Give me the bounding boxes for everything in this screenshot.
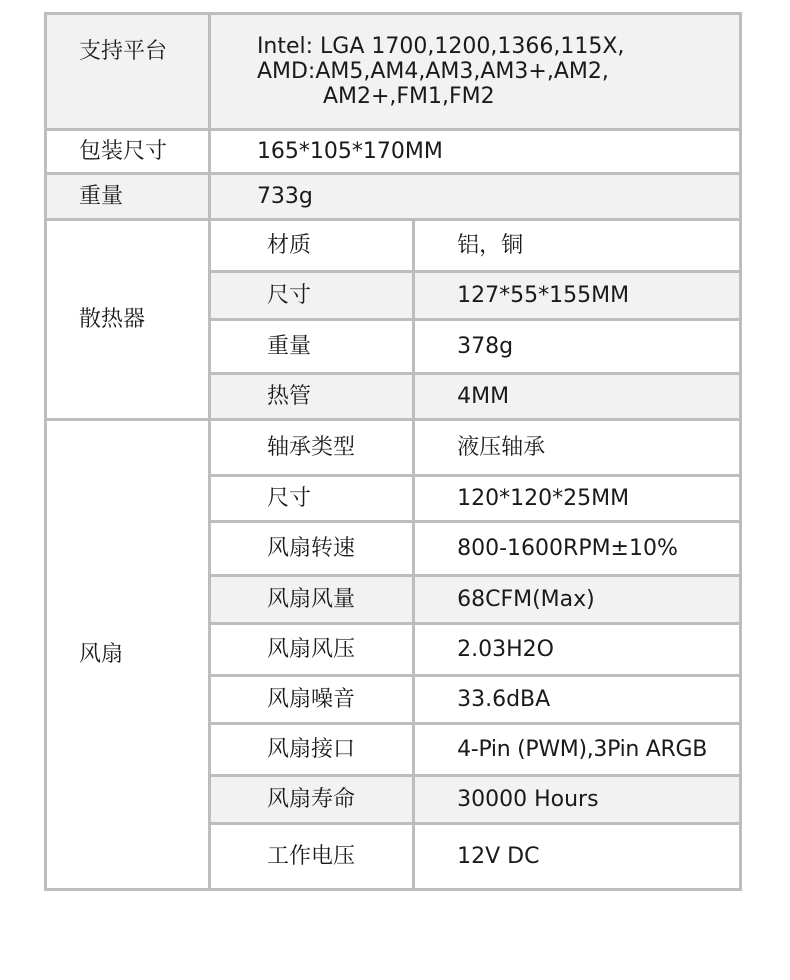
sub-label: 轴承类型 (209, 420, 413, 476)
sub-label: 风扇风量 (209, 576, 413, 624)
sub-value: 68CFM(Max) (414, 576, 741, 624)
sub-value: 4MM (414, 374, 741, 420)
platform-line: AMD:AM5,AM4,AM3,AM3+,AM2, (256, 58, 609, 84)
sub-value: 铝，铜 (414, 220, 741, 272)
table-row (46, 220, 741, 272)
row-label: 支持平台 (46, 14, 210, 130)
group-label: 散热器 (46, 220, 210, 420)
row-value: 165*105*170MM (209, 130, 740, 174)
sub-value: 30000 Hours (414, 776, 741, 824)
sub-value: 2.03H2O (414, 624, 741, 676)
sub-label: 热管 (209, 374, 413, 420)
platform-value (209, 14, 740, 130)
sub-value: 378g (414, 320, 741, 374)
table-row (46, 130, 741, 174)
sub-label: 重量 (209, 320, 413, 374)
sub-label: 风扇寿命 (209, 776, 413, 824)
platform-line: AM2+,FM1,FM2 (322, 84, 495, 110)
sub-label: 材质 (209, 220, 413, 272)
spec-table (44, 12, 742, 891)
row-label: 重量 (46, 174, 210, 220)
group-label: 风扇 (46, 420, 210, 890)
sub-label: 风扇噪音 (209, 676, 413, 724)
sub-label: 风扇接口 (209, 724, 413, 776)
sub-label: 工作电压 (209, 824, 413, 890)
row-value: 733g (209, 174, 740, 220)
row-label: 包装尺寸 (46, 130, 210, 174)
table-row (46, 14, 741, 130)
sub-label: 尺寸 (209, 476, 413, 522)
sub-value: 800-1600RPM±10% (414, 522, 741, 576)
sub-value: 液压轴承 (414, 420, 741, 476)
sub-label: 尺寸 (209, 272, 413, 320)
platform-line: Intel: LGA 1700,1200,1366,115X, (256, 33, 625, 59)
sub-value: 120*120*25MM (414, 476, 741, 522)
sub-value: 33.6dBA (414, 676, 741, 724)
sub-label: 风扇风压 (209, 624, 413, 676)
sub-label: 风扇转速 (209, 522, 413, 576)
table-row (46, 420, 741, 476)
sub-value: 12V DC (414, 824, 741, 890)
sub-value: 127*55*155MM (414, 272, 741, 320)
table-row (46, 174, 741, 220)
sub-value: 4-Pin (PWM),3Pin ARGB (414, 724, 741, 776)
